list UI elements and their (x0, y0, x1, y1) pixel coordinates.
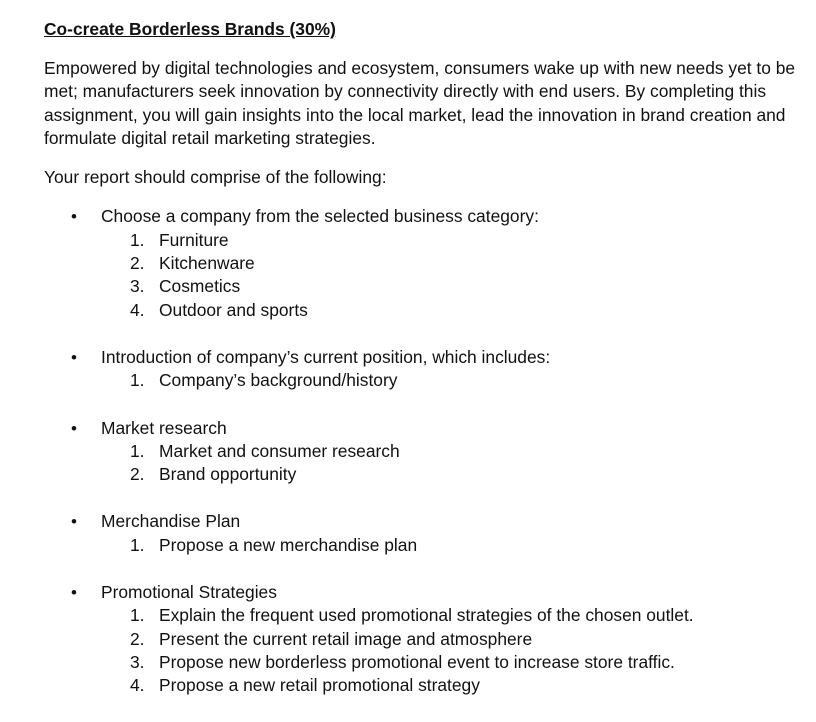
list-item-text: Company’s background/history (159, 370, 398, 391)
list-item-text: Propose new borderless promotional event to increase store traffic. (159, 651, 675, 672)
list-number: 1. (130, 370, 145, 391)
numbered-list (101, 534, 804, 557)
list-item-text: Outdoor and sports (159, 299, 308, 320)
list-number: 1. (130, 229, 145, 250)
bullet-heading: • Promotional Strategies (101, 582, 277, 603)
numbered-list-item (101, 534, 804, 557)
list-item-text: Kitchenware (159, 253, 255, 274)
report-intro: Your report should comprise of the following: (44, 167, 387, 188)
numbered-list (101, 369, 804, 392)
bullet-heading: • Market research (101, 417, 227, 438)
bullet-heading: • Choose a company from the selected business category: (101, 206, 539, 227)
numbered-list (101, 604, 804, 697)
bullet-heading: • Introduction of company’s current position, which includes: (101, 346, 551, 367)
list-number: 3. (130, 276, 145, 297)
list-number: 1. (130, 440, 145, 461)
list-number: 2. (130, 253, 145, 274)
numbered-list (101, 440, 804, 487)
bullet-section (44, 205, 804, 321)
list-item-text: Furniture (159, 229, 229, 250)
intro-paragraph: Empowered by digital technologies and ecosystem, consumers wake up with new needs yet to be met; manufacturers seek innovation by connectivity directly with end users. By completing this assignment, you will gain insights into the local market, lead the innovation in brand creation and formulate digital retail marketing strategies. (44, 58, 796, 148)
numbered-list-item (101, 651, 804, 674)
list-number: 4. (130, 299, 145, 320)
numbered-list (101, 229, 804, 322)
numbered-list-item (101, 604, 804, 627)
list-item-text: Explain the frequent used promotional strategies of the chosen outlet. (159, 605, 694, 626)
list-item-text: Brand opportunity (159, 464, 297, 485)
numbered-list-item (101, 674, 804, 697)
numbered-list-item (101, 299, 804, 322)
list-item-text: Market and consumer research (159, 440, 400, 461)
list-number: 2. (130, 464, 145, 485)
document-page (44, 18, 804, 722)
list-number: 2. (130, 628, 145, 649)
list-item-text: Propose a new merchandise plan (159, 534, 418, 555)
numbered-list-item (101, 252, 804, 275)
numbered-list-item (101, 275, 804, 298)
bullet-section (44, 581, 804, 697)
numbered-list-item (101, 229, 804, 252)
list-number: 4. (130, 675, 145, 696)
document-title: Co-create Borderless Brands (30%) (44, 19, 336, 39)
list-number: 1. (130, 534, 145, 555)
list-item-text: Propose a new retail promotional strategy (159, 675, 480, 696)
list-number: 1. (130, 605, 145, 626)
numbered-list-item (101, 628, 804, 651)
list-number: 3. (130, 651, 145, 672)
list-item-text: Cosmetics (159, 276, 241, 297)
numbered-list-item (101, 440, 804, 463)
bullet-section (44, 346, 804, 393)
numbered-list-item (101, 463, 804, 486)
bullet-section (44, 510, 804, 557)
list-item-text: Present the current retail image and atmosphere (159, 628, 533, 649)
numbered-list-item (101, 369, 804, 392)
bullet-heading: • Merchandise Plan (101, 511, 241, 532)
bullet-section (44, 417, 804, 487)
requirements-list (44, 205, 804, 697)
